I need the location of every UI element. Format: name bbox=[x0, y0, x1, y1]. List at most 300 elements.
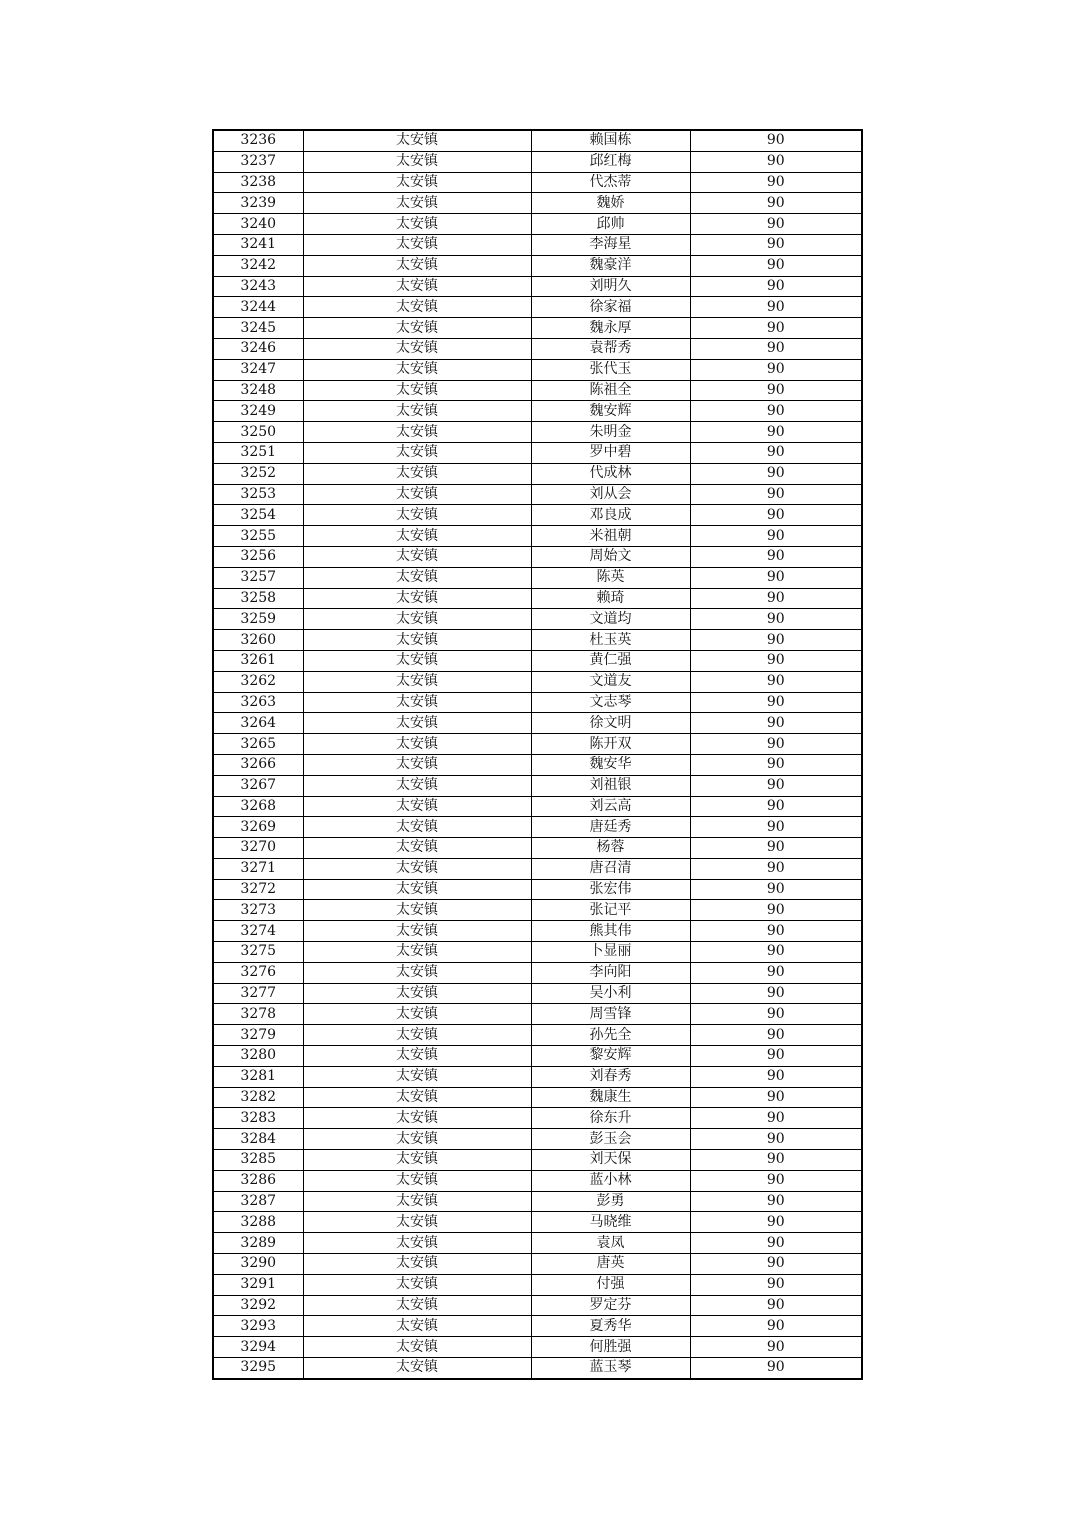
table-row bbox=[213, 1212, 862, 1233]
value-cell: 90 bbox=[690, 754, 862, 775]
value-cell: 90 bbox=[690, 255, 862, 276]
table-row bbox=[213, 942, 862, 963]
value-cell: 90 bbox=[690, 484, 862, 505]
name-cell: 袁帮秀 bbox=[531, 338, 690, 359]
town-cell: 太安镇 bbox=[303, 900, 531, 921]
name-cell: 杜玉英 bbox=[531, 630, 690, 651]
row-number-cell: 3237 bbox=[213, 151, 303, 172]
value-cell: 90 bbox=[690, 151, 862, 172]
row-number-cell: 3238 bbox=[213, 172, 303, 193]
name-cell: 陈英 bbox=[531, 567, 690, 588]
row-number-cell: 3279 bbox=[213, 1025, 303, 1046]
table-row bbox=[213, 1274, 862, 1295]
table-row bbox=[213, 1046, 862, 1067]
name-cell: 魏安华 bbox=[531, 754, 690, 775]
row-number-cell: 3254 bbox=[213, 505, 303, 526]
value-cell: 90 bbox=[690, 401, 862, 422]
row-number-cell: 3270 bbox=[213, 838, 303, 859]
value-cell: 90 bbox=[690, 546, 862, 567]
name-cell: 夏秀华 bbox=[531, 1316, 690, 1337]
value-cell: 90 bbox=[690, 900, 862, 921]
name-cell: 徐家福 bbox=[531, 297, 690, 318]
value-cell: 90 bbox=[690, 193, 862, 214]
name-cell: 吴小利 bbox=[531, 983, 690, 1004]
name-cell: 文志琴 bbox=[531, 692, 690, 713]
town-cell: 太安镇 bbox=[303, 359, 531, 380]
row-number-cell: 3255 bbox=[213, 526, 303, 547]
town-cell: 太安镇 bbox=[303, 713, 531, 734]
name-cell: 魏娇 bbox=[531, 193, 690, 214]
value-cell: 90 bbox=[690, 650, 862, 671]
row-number-cell: 3280 bbox=[213, 1046, 303, 1067]
row-number-cell: 3266 bbox=[213, 754, 303, 775]
town-cell: 太安镇 bbox=[303, 1295, 531, 1316]
value-cell: 90 bbox=[690, 1274, 862, 1295]
name-cell: 张宏伟 bbox=[531, 879, 690, 900]
value-cell: 90 bbox=[690, 983, 862, 1004]
name-cell: 周始文 bbox=[531, 546, 690, 567]
name-cell: 唐廷秀 bbox=[531, 817, 690, 838]
town-cell: 太安镇 bbox=[303, 1358, 531, 1379]
value-cell: 90 bbox=[690, 775, 862, 796]
name-cell: 魏安辉 bbox=[531, 401, 690, 422]
name-cell: 魏康生 bbox=[531, 1087, 690, 1108]
value-cell: 90 bbox=[690, 463, 862, 484]
town-cell: 太安镇 bbox=[303, 380, 531, 401]
town-cell: 太安镇 bbox=[303, 318, 531, 339]
name-cell: 卜显丽 bbox=[531, 942, 690, 963]
table-row bbox=[213, 1087, 862, 1108]
town-cell: 太安镇 bbox=[303, 526, 531, 547]
town-cell: 太安镇 bbox=[303, 401, 531, 422]
town-cell: 太安镇 bbox=[303, 172, 531, 193]
town-cell: 太安镇 bbox=[303, 1108, 531, 1129]
table-row bbox=[213, 858, 862, 879]
row-number-cell: 3249 bbox=[213, 401, 303, 422]
row-number-cell: 3292 bbox=[213, 1295, 303, 1316]
row-number-cell: 3263 bbox=[213, 692, 303, 713]
value-cell: 90 bbox=[690, 567, 862, 588]
row-number-cell: 3281 bbox=[213, 1066, 303, 1087]
row-number-cell: 3242 bbox=[213, 255, 303, 276]
name-cell: 魏豪洋 bbox=[531, 255, 690, 276]
table-row bbox=[213, 442, 862, 463]
town-cell: 太安镇 bbox=[303, 193, 531, 214]
town-cell: 太安镇 bbox=[303, 130, 531, 151]
table-row bbox=[213, 422, 862, 443]
name-cell: 孙先全 bbox=[531, 1025, 690, 1046]
table-row bbox=[213, 338, 862, 359]
row-number-cell: 3260 bbox=[213, 630, 303, 651]
table-row bbox=[213, 879, 862, 900]
table-row bbox=[213, 214, 862, 235]
value-cell: 90 bbox=[690, 380, 862, 401]
value-cell: 90 bbox=[690, 505, 862, 526]
row-number-cell: 3240 bbox=[213, 214, 303, 235]
town-cell: 太安镇 bbox=[303, 692, 531, 713]
table-row bbox=[213, 838, 862, 859]
table-row bbox=[213, 1150, 862, 1171]
name-cell: 文道均 bbox=[531, 609, 690, 630]
table-row bbox=[213, 796, 862, 817]
row-number-cell: 3272 bbox=[213, 879, 303, 900]
row-number-cell: 3245 bbox=[213, 318, 303, 339]
name-cell: 代成林 bbox=[531, 463, 690, 484]
value-cell: 90 bbox=[690, 1150, 862, 1171]
name-cell: 徐东升 bbox=[531, 1108, 690, 1129]
town-cell: 太安镇 bbox=[303, 151, 531, 172]
table-row bbox=[213, 900, 862, 921]
name-cell: 蓝玉琴 bbox=[531, 1358, 690, 1379]
row-number-cell: 3259 bbox=[213, 609, 303, 630]
value-cell: 90 bbox=[690, 1254, 862, 1275]
town-cell: 太安镇 bbox=[303, 567, 531, 588]
row-number-cell: 3257 bbox=[213, 567, 303, 588]
value-cell: 90 bbox=[690, 692, 862, 713]
name-cell: 唐英 bbox=[531, 1254, 690, 1275]
name-cell: 熊其伟 bbox=[531, 921, 690, 942]
row-number-cell: 3294 bbox=[213, 1337, 303, 1358]
table-row bbox=[213, 630, 862, 651]
table-row bbox=[213, 609, 862, 630]
value-cell: 90 bbox=[690, 172, 862, 193]
row-number-cell: 3251 bbox=[213, 442, 303, 463]
roster-table-body bbox=[213, 130, 862, 1379]
name-cell: 付强 bbox=[531, 1274, 690, 1295]
table-row bbox=[213, 1254, 862, 1275]
name-cell: 马晓维 bbox=[531, 1212, 690, 1233]
table-row bbox=[213, 1004, 862, 1025]
table-row bbox=[213, 1295, 862, 1316]
table-row bbox=[213, 650, 862, 671]
table-row bbox=[213, 1108, 862, 1129]
town-cell: 太安镇 bbox=[303, 671, 531, 692]
table-row bbox=[213, 817, 862, 838]
table-row bbox=[213, 775, 862, 796]
value-cell: 90 bbox=[690, 338, 862, 359]
table-row bbox=[213, 1316, 862, 1337]
value-cell: 90 bbox=[690, 817, 862, 838]
table-row bbox=[213, 505, 862, 526]
name-cell: 朱明金 bbox=[531, 422, 690, 443]
name-cell: 黄仁强 bbox=[531, 650, 690, 671]
value-cell: 90 bbox=[690, 1129, 862, 1150]
town-cell: 太安镇 bbox=[303, 796, 531, 817]
town-cell: 太安镇 bbox=[303, 1004, 531, 1025]
table-row bbox=[213, 484, 862, 505]
table-row bbox=[213, 359, 862, 380]
row-number-cell: 3289 bbox=[213, 1233, 303, 1254]
town-cell: 太安镇 bbox=[303, 234, 531, 255]
value-cell: 90 bbox=[690, 713, 862, 734]
row-number-cell: 3264 bbox=[213, 713, 303, 734]
table-row bbox=[213, 234, 862, 255]
town-cell: 太安镇 bbox=[303, 422, 531, 443]
value-cell: 90 bbox=[690, 734, 862, 755]
name-cell: 陈开双 bbox=[531, 734, 690, 755]
row-number-cell: 3277 bbox=[213, 983, 303, 1004]
town-cell: 太安镇 bbox=[303, 276, 531, 297]
row-number-cell: 3250 bbox=[213, 422, 303, 443]
town-cell: 太安镇 bbox=[303, 983, 531, 1004]
table-row bbox=[213, 1233, 862, 1254]
town-cell: 太安镇 bbox=[303, 879, 531, 900]
table-row bbox=[213, 692, 862, 713]
name-cell: 代杰蒂 bbox=[531, 172, 690, 193]
row-number-cell: 3248 bbox=[213, 380, 303, 401]
town-cell: 太安镇 bbox=[303, 546, 531, 567]
row-number-cell: 3247 bbox=[213, 359, 303, 380]
table-row bbox=[213, 588, 862, 609]
name-cell: 刘春秀 bbox=[531, 1066, 690, 1087]
row-number-cell: 3282 bbox=[213, 1087, 303, 1108]
name-cell: 杨蓉 bbox=[531, 838, 690, 859]
name-cell: 赖琦 bbox=[531, 588, 690, 609]
town-cell: 太安镇 bbox=[303, 754, 531, 775]
town-cell: 太安镇 bbox=[303, 1254, 531, 1275]
table-row bbox=[213, 297, 862, 318]
name-cell: 彭玉会 bbox=[531, 1129, 690, 1150]
table-row bbox=[213, 172, 862, 193]
row-number-cell: 3261 bbox=[213, 650, 303, 671]
town-cell: 太安镇 bbox=[303, 734, 531, 755]
row-number-cell: 3271 bbox=[213, 858, 303, 879]
table-row bbox=[213, 734, 862, 755]
table-row bbox=[213, 671, 862, 692]
town-cell: 太安镇 bbox=[303, 817, 531, 838]
name-cell: 李海星 bbox=[531, 234, 690, 255]
value-cell: 90 bbox=[690, 858, 862, 879]
town-cell: 太安镇 bbox=[303, 297, 531, 318]
name-cell: 李向阳 bbox=[531, 962, 690, 983]
row-number-cell: 3265 bbox=[213, 734, 303, 755]
name-cell: 文道友 bbox=[531, 671, 690, 692]
row-number-cell: 3256 bbox=[213, 546, 303, 567]
row-number-cell: 3252 bbox=[213, 463, 303, 484]
value-cell: 90 bbox=[690, 214, 862, 235]
town-cell: 太安镇 bbox=[303, 1150, 531, 1171]
value-cell: 90 bbox=[690, 1212, 862, 1233]
table-row bbox=[213, 130, 862, 151]
table-row bbox=[213, 463, 862, 484]
row-number-cell: 3291 bbox=[213, 1274, 303, 1295]
town-cell: 太安镇 bbox=[303, 505, 531, 526]
name-cell: 邱红梅 bbox=[531, 151, 690, 172]
town-cell: 太安镇 bbox=[303, 1087, 531, 1108]
town-cell: 太安镇 bbox=[303, 962, 531, 983]
town-cell: 太安镇 bbox=[303, 214, 531, 235]
row-number-cell: 3246 bbox=[213, 338, 303, 359]
town-cell: 太安镇 bbox=[303, 775, 531, 796]
table-row bbox=[213, 193, 862, 214]
name-cell: 邱帅 bbox=[531, 214, 690, 235]
name-cell: 米祖朝 bbox=[531, 526, 690, 547]
town-cell: 太安镇 bbox=[303, 1337, 531, 1358]
name-cell: 魏永厚 bbox=[531, 318, 690, 339]
value-cell: 90 bbox=[690, 879, 862, 900]
name-cell: 何胜强 bbox=[531, 1337, 690, 1358]
name-cell: 刘天保 bbox=[531, 1150, 690, 1171]
value-cell: 90 bbox=[690, 1358, 862, 1379]
value-cell: 90 bbox=[690, 609, 862, 630]
table-row bbox=[213, 1025, 862, 1046]
table-row bbox=[213, 526, 862, 547]
town-cell: 太安镇 bbox=[303, 1025, 531, 1046]
table-row bbox=[213, 754, 862, 775]
row-number-cell: 3293 bbox=[213, 1316, 303, 1337]
row-number-cell: 3244 bbox=[213, 297, 303, 318]
value-cell: 90 bbox=[690, 1066, 862, 1087]
row-number-cell: 3288 bbox=[213, 1212, 303, 1233]
value-cell: 90 bbox=[690, 359, 862, 380]
value-cell: 90 bbox=[690, 526, 862, 547]
table-row bbox=[213, 921, 862, 942]
table-row bbox=[213, 255, 862, 276]
value-cell: 90 bbox=[690, 1295, 862, 1316]
table-row bbox=[213, 1170, 862, 1191]
value-cell: 90 bbox=[690, 1108, 862, 1129]
name-cell: 赖国栋 bbox=[531, 130, 690, 151]
row-number-cell: 3253 bbox=[213, 484, 303, 505]
value-cell: 90 bbox=[690, 838, 862, 859]
row-number-cell: 3278 bbox=[213, 1004, 303, 1025]
name-cell: 刘云高 bbox=[531, 796, 690, 817]
value-cell: 90 bbox=[690, 234, 862, 255]
value-cell: 90 bbox=[690, 1316, 862, 1337]
table-row bbox=[213, 546, 862, 567]
town-cell: 太安镇 bbox=[303, 921, 531, 942]
value-cell: 90 bbox=[690, 1087, 862, 1108]
name-cell: 唐召清 bbox=[531, 858, 690, 879]
row-number-cell: 3268 bbox=[213, 796, 303, 817]
name-cell: 张记平 bbox=[531, 900, 690, 921]
value-cell: 90 bbox=[690, 1233, 862, 1254]
value-cell: 90 bbox=[690, 1004, 862, 1025]
value-cell: 90 bbox=[690, 796, 862, 817]
value-cell: 90 bbox=[690, 1170, 862, 1191]
table-row bbox=[213, 713, 862, 734]
town-cell: 太安镇 bbox=[303, 1212, 531, 1233]
town-cell: 太安镇 bbox=[303, 338, 531, 359]
table-row bbox=[213, 401, 862, 422]
row-number-cell: 3243 bbox=[213, 276, 303, 297]
value-cell: 90 bbox=[690, 962, 862, 983]
table-row bbox=[213, 1358, 862, 1379]
town-cell: 太安镇 bbox=[303, 609, 531, 630]
row-number-cell: 3284 bbox=[213, 1129, 303, 1150]
name-cell: 陈祖全 bbox=[531, 380, 690, 401]
row-number-cell: 3295 bbox=[213, 1358, 303, 1379]
value-cell: 90 bbox=[690, 442, 862, 463]
name-cell: 罗定芬 bbox=[531, 1295, 690, 1316]
table-row bbox=[213, 1129, 862, 1150]
name-cell: 罗中碧 bbox=[531, 442, 690, 463]
town-cell: 太安镇 bbox=[303, 1191, 531, 1212]
town-cell: 太安镇 bbox=[303, 1316, 531, 1337]
town-cell: 太安镇 bbox=[303, 838, 531, 859]
name-cell: 张代玉 bbox=[531, 359, 690, 380]
row-number-cell: 3274 bbox=[213, 921, 303, 942]
table-row bbox=[213, 1337, 862, 1358]
value-cell: 90 bbox=[690, 921, 862, 942]
value-cell: 90 bbox=[690, 1025, 862, 1046]
town-cell: 太安镇 bbox=[303, 1066, 531, 1087]
value-cell: 90 bbox=[690, 318, 862, 339]
table-row bbox=[213, 151, 862, 172]
row-number-cell: 3267 bbox=[213, 775, 303, 796]
value-cell: 90 bbox=[690, 1337, 862, 1358]
town-cell: 太安镇 bbox=[303, 1233, 531, 1254]
row-number-cell: 3269 bbox=[213, 817, 303, 838]
row-number-cell: 3286 bbox=[213, 1170, 303, 1191]
name-cell: 彭勇 bbox=[531, 1191, 690, 1212]
name-cell: 袁凤 bbox=[531, 1233, 690, 1254]
table-row bbox=[213, 567, 862, 588]
table-row bbox=[213, 276, 862, 297]
value-cell: 90 bbox=[690, 588, 862, 609]
town-cell: 太安镇 bbox=[303, 858, 531, 879]
town-cell: 太安镇 bbox=[303, 463, 531, 484]
name-cell: 刘从会 bbox=[531, 484, 690, 505]
town-cell: 太安镇 bbox=[303, 942, 531, 963]
value-cell: 90 bbox=[690, 1191, 862, 1212]
table-row bbox=[213, 1066, 862, 1087]
row-number-cell: 3275 bbox=[213, 942, 303, 963]
row-number-cell: 3273 bbox=[213, 900, 303, 921]
row-number-cell: 3241 bbox=[213, 234, 303, 255]
name-cell: 蓝小林 bbox=[531, 1170, 690, 1191]
row-number-cell: 3258 bbox=[213, 588, 303, 609]
town-cell: 太安镇 bbox=[303, 1274, 531, 1295]
value-cell: 90 bbox=[690, 130, 862, 151]
row-number-cell: 3276 bbox=[213, 962, 303, 983]
name-cell: 刘明久 bbox=[531, 276, 690, 297]
town-cell: 太安镇 bbox=[303, 484, 531, 505]
name-cell: 刘祖银 bbox=[531, 775, 690, 796]
value-cell: 90 bbox=[690, 422, 862, 443]
name-cell: 徐文明 bbox=[531, 713, 690, 734]
table-row bbox=[213, 380, 862, 401]
row-number-cell: 3236 bbox=[213, 130, 303, 151]
value-cell: 90 bbox=[690, 276, 862, 297]
name-cell: 黎安辉 bbox=[531, 1046, 690, 1067]
row-number-cell: 3283 bbox=[213, 1108, 303, 1129]
table-row bbox=[213, 318, 862, 339]
row-number-cell: 3287 bbox=[213, 1191, 303, 1212]
value-cell: 90 bbox=[690, 630, 862, 651]
table-row bbox=[213, 962, 862, 983]
name-cell: 邓良成 bbox=[531, 505, 690, 526]
value-cell: 90 bbox=[690, 671, 862, 692]
town-cell: 太安镇 bbox=[303, 630, 531, 651]
town-cell: 太安镇 bbox=[303, 255, 531, 276]
table-row bbox=[213, 1191, 862, 1212]
town-cell: 太安镇 bbox=[303, 1170, 531, 1191]
table-row bbox=[213, 983, 862, 1004]
town-cell: 太安镇 bbox=[303, 442, 531, 463]
roster-table bbox=[212, 129, 863, 1380]
value-cell: 90 bbox=[690, 297, 862, 318]
name-cell: 周雪锋 bbox=[531, 1004, 690, 1025]
town-cell: 太安镇 bbox=[303, 650, 531, 671]
row-number-cell: 3285 bbox=[213, 1150, 303, 1171]
value-cell: 90 bbox=[690, 942, 862, 963]
row-number-cell: 3262 bbox=[213, 671, 303, 692]
town-cell: 太安镇 bbox=[303, 588, 531, 609]
row-number-cell: 3290 bbox=[213, 1254, 303, 1275]
town-cell: 太安镇 bbox=[303, 1129, 531, 1150]
town-cell: 太安镇 bbox=[303, 1046, 531, 1067]
